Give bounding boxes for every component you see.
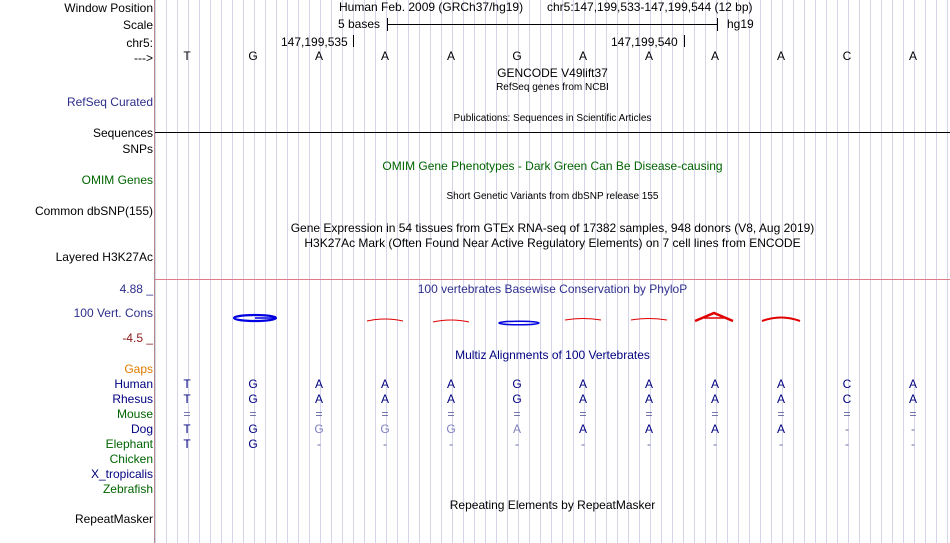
species-label-zebrafish[interactable]: Zebrafish xyxy=(102,482,153,496)
alignment-base: = xyxy=(249,407,257,421)
alignment-base: = xyxy=(711,407,719,421)
scale-bar-right-tick xyxy=(717,18,718,31)
refseq-track-desc: RefSeq genes from NCBI xyxy=(496,82,609,93)
alignment-base: A xyxy=(446,392,455,406)
reference-base: G xyxy=(512,49,522,63)
alignment-base: A xyxy=(776,392,785,406)
alignment-base: - xyxy=(911,437,915,451)
phylop-track-desc: 100 vertebrates Basewise Conservation by PhyloP xyxy=(417,282,688,296)
refseq-track-label[interactable]: RefSeq Curated xyxy=(66,95,153,109)
sequences-track-line xyxy=(155,132,950,133)
alignment-base: = xyxy=(447,407,455,421)
alignment-base: = xyxy=(513,407,521,421)
chr-label: chr5: xyxy=(126,36,153,50)
scale-db-label: hg19 xyxy=(727,17,754,31)
dbsnp-track-label[interactable]: Common dbSNP(155) xyxy=(34,204,153,218)
alignment-base: = xyxy=(645,407,653,421)
alignment-base: A xyxy=(908,392,917,406)
alignment-base: A xyxy=(512,422,521,436)
alignment-base: G xyxy=(314,422,324,436)
alignment-base: - xyxy=(845,437,849,451)
gencode-track-title[interactable]: GENCODE V49lift37 xyxy=(497,66,608,80)
snps-track-label[interactable]: SNPs xyxy=(122,142,153,156)
alignment-base: A xyxy=(710,377,719,391)
cons-base-glyph xyxy=(695,313,733,321)
alignment-base: G xyxy=(380,422,390,436)
alignment-base: G xyxy=(248,377,258,391)
species-label-human[interactable]: Human xyxy=(114,377,153,391)
publications-track-desc: Publications: Sequences in Scientific Articles xyxy=(453,113,652,124)
species-label-chicken[interactable]: Chicken xyxy=(109,452,153,466)
alignment-base: = xyxy=(579,407,587,421)
alignment-base: A xyxy=(578,392,587,406)
reference-base: A xyxy=(446,49,455,63)
reference-base: A xyxy=(644,49,653,63)
alignment-base: A xyxy=(644,422,653,436)
alignment-base: - xyxy=(317,437,321,451)
alignment-base: C xyxy=(842,377,852,391)
scale-bar xyxy=(387,24,717,25)
alignment-base: - xyxy=(647,437,651,451)
alignment-base: A xyxy=(644,392,653,406)
alignment-base: A xyxy=(446,377,455,391)
gtex-track-desc: Gene Expression in 54 tissues from GTEx RNA-seq of 17382 samples, 948 donors (V8, Aug 2019) xyxy=(290,221,815,235)
scale-bar-left-tick xyxy=(387,18,388,31)
alignment-base: A xyxy=(380,377,389,391)
cons-track-separator xyxy=(155,279,950,280)
alignment-base: = xyxy=(381,407,389,421)
h3k27ac-track-desc: H3K27Ac Mark (Often Found Near Active Regulatory Elements) on 7 cell lines from ENCODE xyxy=(304,236,801,250)
alignment-base: = xyxy=(183,407,191,421)
species-label-x-tropicalis[interactable]: X_tropicalis xyxy=(90,467,153,481)
alignment-base: G xyxy=(248,422,258,436)
alignment-base: - xyxy=(515,437,519,451)
coordinate-tick xyxy=(684,35,685,47)
species-label-elephant[interactable]: Elephant xyxy=(105,437,153,451)
alignment-base: - xyxy=(845,422,849,436)
repeatmasker-track-label[interactable]: RepeatMasker xyxy=(74,512,153,526)
scale-label: Scale xyxy=(122,18,153,32)
reference-base: A xyxy=(578,49,587,63)
reference-base: A xyxy=(710,49,719,63)
alignment-base: - xyxy=(779,437,783,451)
alignment-base: T xyxy=(183,392,191,406)
alignment-base: G xyxy=(248,392,258,406)
cons-base-glyph xyxy=(367,319,403,321)
dbsnp-track-desc: Short Genetic Variants from dbSNP release 155 xyxy=(446,191,659,202)
reference-base: G xyxy=(248,49,258,63)
reference-base: A xyxy=(776,49,785,63)
alignment-base: A xyxy=(578,377,587,391)
reference-base: A xyxy=(314,49,323,63)
alignment-base: - xyxy=(713,437,717,451)
species-label-dog[interactable]: Dog xyxy=(130,422,153,436)
reference-base: T xyxy=(183,49,191,63)
cons-base-glyph xyxy=(565,319,601,321)
alignment-base: A xyxy=(380,392,389,406)
cons-base-glyph xyxy=(631,319,667,321)
omim-track-label[interactable]: OMIM Genes xyxy=(81,173,153,187)
alignment-base: G xyxy=(512,377,522,391)
species-label-rhesus[interactable]: Rhesus xyxy=(112,392,153,406)
cons-base-glyph xyxy=(499,321,539,325)
sequences-track-label[interactable]: Sequences xyxy=(92,126,153,140)
coordinate-tick-label: 147,199,535 xyxy=(281,35,348,49)
alignment-base: A xyxy=(776,377,785,391)
alignment-base: A xyxy=(644,377,653,391)
alignment-base: T xyxy=(183,422,191,436)
alignment-base: - xyxy=(449,437,453,451)
cons-track-label[interactable]: 100 Vert. Cons xyxy=(73,306,153,320)
alignment-base: A xyxy=(314,392,323,406)
cons-max-label: 4.88 _ xyxy=(119,282,153,296)
alignment-base: C xyxy=(842,392,852,406)
coordinate-tick-label: 147,199,540 xyxy=(611,35,678,49)
alignment-base: T xyxy=(183,437,191,451)
alignment-base: A xyxy=(578,422,587,436)
alignment-base: = xyxy=(315,407,323,421)
cons-base-glyph xyxy=(433,320,469,322)
alignment-base: = xyxy=(909,407,917,421)
alignment-base: A xyxy=(710,392,719,406)
alignment-base: - xyxy=(581,437,585,451)
alignment-base: = xyxy=(843,407,851,421)
position-readout: chr5:147,199,533-147,199,544 (12 bp) xyxy=(547,0,753,14)
coordinate-tick xyxy=(353,35,354,47)
alignment-base: - xyxy=(383,437,387,451)
reference-base: C xyxy=(842,49,852,63)
cons-min-label: -4.5 _ xyxy=(122,331,153,345)
scale-text: 5 bases xyxy=(338,17,381,31)
multiz-track-desc: Multiz Alignments of 100 Vertebrates xyxy=(455,348,650,362)
omim-track-desc: OMIM Gene Phenotypes - Dark Green Can Be Disease-causing xyxy=(382,159,723,173)
reference-base: A xyxy=(908,49,917,63)
alignment-base: G xyxy=(446,422,456,436)
species-label-mouse[interactable]: Mouse xyxy=(116,407,153,421)
cons-base-glyph xyxy=(762,318,800,322)
repeatmasker-track-desc: Repeating Elements by RepeatMasker xyxy=(449,498,656,512)
alignment-base: A xyxy=(710,422,719,436)
strand-arrow-label[interactable]: ---> xyxy=(134,51,153,65)
conservation-logo xyxy=(155,300,950,330)
alignment-base: - xyxy=(911,422,915,436)
gaps-track-label[interactable]: Gaps xyxy=(124,362,153,376)
assembly-title: Human Feb. 2009 (GRCh37/hg19) xyxy=(339,0,524,14)
alignment-base: G xyxy=(512,392,522,406)
alignment-base: G xyxy=(248,437,258,451)
reference-base: A xyxy=(380,49,389,63)
alignment-base: A xyxy=(776,422,785,436)
h3k27ac-track-label[interactable]: Layered H3K27Ac xyxy=(55,250,153,264)
alignment-base: T xyxy=(183,377,191,391)
alignment-base: = xyxy=(777,407,785,421)
alignment-base: A xyxy=(908,377,917,391)
window-position-label: Window Position xyxy=(64,1,153,15)
alignment-base: A xyxy=(314,377,323,391)
